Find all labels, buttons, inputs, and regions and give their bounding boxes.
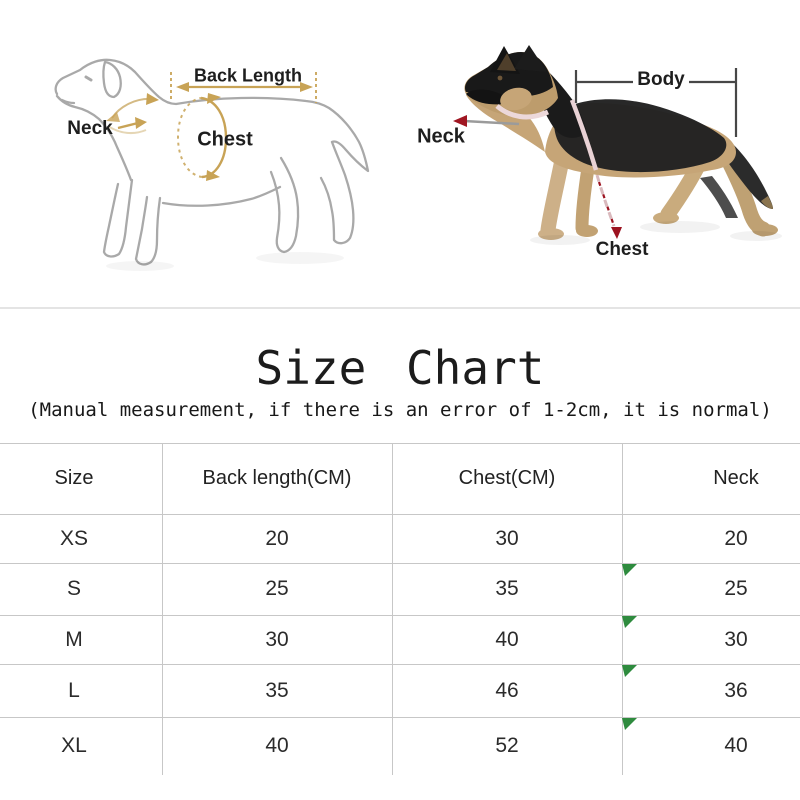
chest-right-label: Chest bbox=[595, 239, 649, 260]
body-label: Body bbox=[637, 69, 685, 90]
neck-value: 25 bbox=[724, 577, 748, 600]
chest-value: 52 bbox=[495, 734, 519, 757]
german-shepherd-photo bbox=[464, 45, 782, 245]
size-value: S bbox=[66, 577, 81, 600]
chest-arrow bbox=[611, 227, 622, 239]
neck-value: 40 bbox=[724, 734, 748, 757]
neck-value: 30 bbox=[724, 627, 748, 651]
size-value: XS bbox=[59, 526, 88, 550]
size-value: M bbox=[65, 627, 83, 651]
table-header-row bbox=[0, 443, 800, 514]
back-length-value: 20 bbox=[265, 526, 289, 550]
page-title: Size Chart bbox=[255, 341, 545, 395]
col-header-chest: Chest(CM) bbox=[458, 467, 556, 489]
table-row-xs bbox=[0, 514, 800, 563]
table-row-s bbox=[0, 563, 800, 615]
table-row-m bbox=[0, 615, 800, 664]
measurement-note: (Manual measurement, if there is an error of 1-2cm, it is normal) bbox=[28, 399, 772, 421]
size-value: XL bbox=[61, 734, 87, 757]
chest-left-label: Chest bbox=[197, 128, 253, 151]
back-length-value: 40 bbox=[265, 734, 289, 757]
neck-value: 36 bbox=[724, 678, 748, 702]
col-header-back-length: Back length(CM) bbox=[202, 467, 352, 489]
back-length-value: 25 bbox=[265, 577, 289, 600]
col-header-size: Size bbox=[54, 467, 94, 489]
table-row-l bbox=[0, 664, 800, 717]
back-length-value: 30 bbox=[265, 627, 289, 651]
chest-value: 35 bbox=[495, 577, 519, 600]
back-length-label: Back Length bbox=[193, 65, 303, 86]
ground-shadows-left bbox=[106, 252, 344, 271]
table-row-xl bbox=[0, 717, 800, 775]
chest-value: 30 bbox=[495, 526, 519, 550]
chest-value: 40 bbox=[495, 627, 519, 651]
neck-girth-arrows bbox=[106, 93, 159, 133]
line-dog-illustration bbox=[56, 60, 368, 265]
col-header-neck: Neck bbox=[713, 467, 759, 489]
neck-value: 20 bbox=[724, 526, 748, 550]
back-length-value: 35 bbox=[265, 678, 289, 702]
neck-left-label: Neck bbox=[67, 118, 113, 139]
chest-value: 46 bbox=[495, 678, 519, 702]
section-divider bbox=[0, 307, 800, 309]
size-value: L bbox=[68, 678, 80, 702]
neck-right-label: Neck bbox=[417, 125, 465, 148]
dog-diagrams bbox=[0, 0, 800, 312]
